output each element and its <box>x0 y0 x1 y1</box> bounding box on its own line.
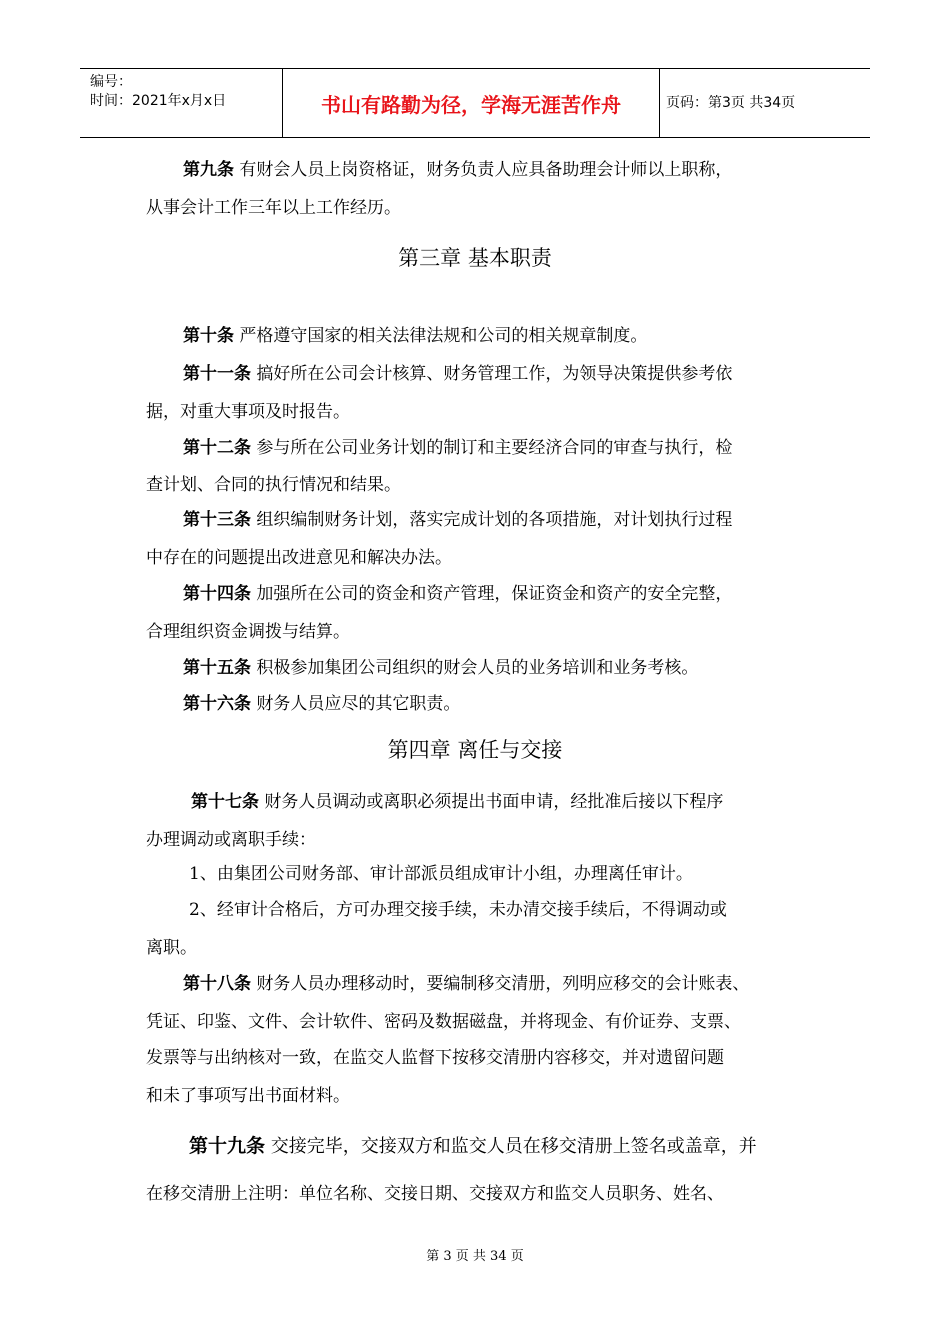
article-text: 财务人员调动或离职必须提出书面申请，经批准后接以下程序 <box>259 792 724 812</box>
article-text: 2、经审计合格后，方可办理交接手续，未办清交接手续后，不得调动或 <box>189 900 727 920</box>
article-text: 据，对重大事项及时报告。 <box>146 402 350 422</box>
article-label: 第十条 <box>183 326 234 346</box>
article-line <box>191 791 723 813</box>
body-text-line <box>146 1047 724 1069</box>
header-meta-cell <box>80 69 283 137</box>
article-label: 第十三条 <box>183 510 251 530</box>
article-label: 第十八条 <box>183 974 251 994</box>
body-text-line <box>146 829 316 851</box>
article-text: 离职。 <box>146 938 197 958</box>
document-time-label: 时间：2021年x月x日 <box>90 93 227 109</box>
body-text-line <box>146 474 401 496</box>
article-label: 第十一条 <box>183 364 251 384</box>
article-line <box>183 437 732 459</box>
article-text: 组织编制财务计划，落实完成计划的各项措施，对计划执行过程 <box>251 510 733 530</box>
article-text: 从事会计工作三年以上工作经历。 <box>146 198 401 218</box>
body-text-line <box>146 937 197 959</box>
document-number-label: 编号： <box>90 74 132 90</box>
article-text: 财务人员办理移动时，要编制移交清册，列明应移交的会计账表、 <box>251 974 750 994</box>
article-text: 严格遵守国家的相关法律法规和公司的相关规章制度。 <box>234 326 648 346</box>
chapter-heading: 第三章 基本职责 <box>398 246 552 270</box>
article-text: 和未了事项写出书面材料。 <box>146 1086 350 1106</box>
header-motto: 书山有路勤为径，学海无涯苦作舟 <box>321 93 621 117</box>
body-text-line <box>189 863 693 885</box>
article-line <box>183 159 732 181</box>
article-text: 交接完毕，交接双方和监交人员在移交清册上签名或盖章，并 <box>265 1136 757 1157</box>
article-line <box>183 973 749 995</box>
article-line <box>183 363 732 385</box>
article-line <box>189 1135 757 1158</box>
article-label: 第十二条 <box>183 438 251 458</box>
article-line <box>183 583 732 605</box>
article-text: 合理组织资金调拨与结算。 <box>146 622 350 642</box>
article-text: 积极参加集团公司组织的财会人员的业务培训和业务考核。 <box>251 658 699 678</box>
article-label: 第十六条 <box>183 694 251 714</box>
article-text: 发票等与出纳核对一致，在监交人监督下按移交清册内容移交，并对遗留问题 <box>146 1048 724 1068</box>
body-text-line <box>146 401 350 423</box>
article-line <box>183 325 647 347</box>
article-text: 办理调动或离职手续： <box>146 830 316 850</box>
article-text: 在移交清册上注明：单位名称、交接日期、交接双方和监交人员职务、姓名、 <box>146 1184 724 1204</box>
body-text-line <box>146 197 401 219</box>
header-table <box>80 68 870 138</box>
article-line <box>183 657 698 679</box>
header-page-info: 页码：第3页 共34页 <box>666 95 796 111</box>
body-text-line <box>146 547 452 569</box>
article-label: 第九条 <box>183 160 234 180</box>
article-text: 搞好所在公司会计核算、财务管理工作，为领导决策提供参考依 <box>251 364 733 384</box>
article-text: 有财会人员上岗资格证，财务负责人应具备助理会计师以上职称， <box>234 160 733 180</box>
article-label: 第十四条 <box>183 584 251 604</box>
article-text: 加强所在公司的资金和资产管理，保证资金和资产的安全完整， <box>251 584 733 604</box>
body-text-line <box>146 1085 350 1107</box>
article-label: 第十九条 <box>189 1135 266 1157</box>
article-text: 财务人员应尽的其它职责。 <box>251 694 461 714</box>
article-text: 查计划、合同的执行情况和结果。 <box>146 475 401 495</box>
article-text: 参与所在公司业务计划的制订和主要经济合同的审查与执行，检 <box>251 438 733 458</box>
body-text-line <box>146 1183 724 1205</box>
article-text: 凭证、印鉴、文件、会计软件、密码及数据磁盘，并将现金、有价证券、支票、 <box>146 1012 741 1032</box>
article-text: 中存在的问题提出改进意见和解决办法。 <box>146 548 452 568</box>
chapter-heading: 第四章 离任与交接 <box>387 738 563 762</box>
page-footer: 第 3 页 共 34 页 <box>426 1249 524 1264</box>
body-text-line <box>146 1011 741 1033</box>
article-text: 1、由集团公司财务部、审计部派员组成审计小组，办理离任审计。 <box>189 864 693 884</box>
body-text-line <box>146 621 350 643</box>
header-motto-cell <box>283 69 660 137</box>
article-line <box>183 693 460 715</box>
article-label: 第十七条 <box>191 792 259 812</box>
body-text-line <box>189 899 727 921</box>
article-line <box>183 509 732 531</box>
article-label: 第十五条 <box>183 658 251 678</box>
header-page-cell <box>660 69 870 137</box>
